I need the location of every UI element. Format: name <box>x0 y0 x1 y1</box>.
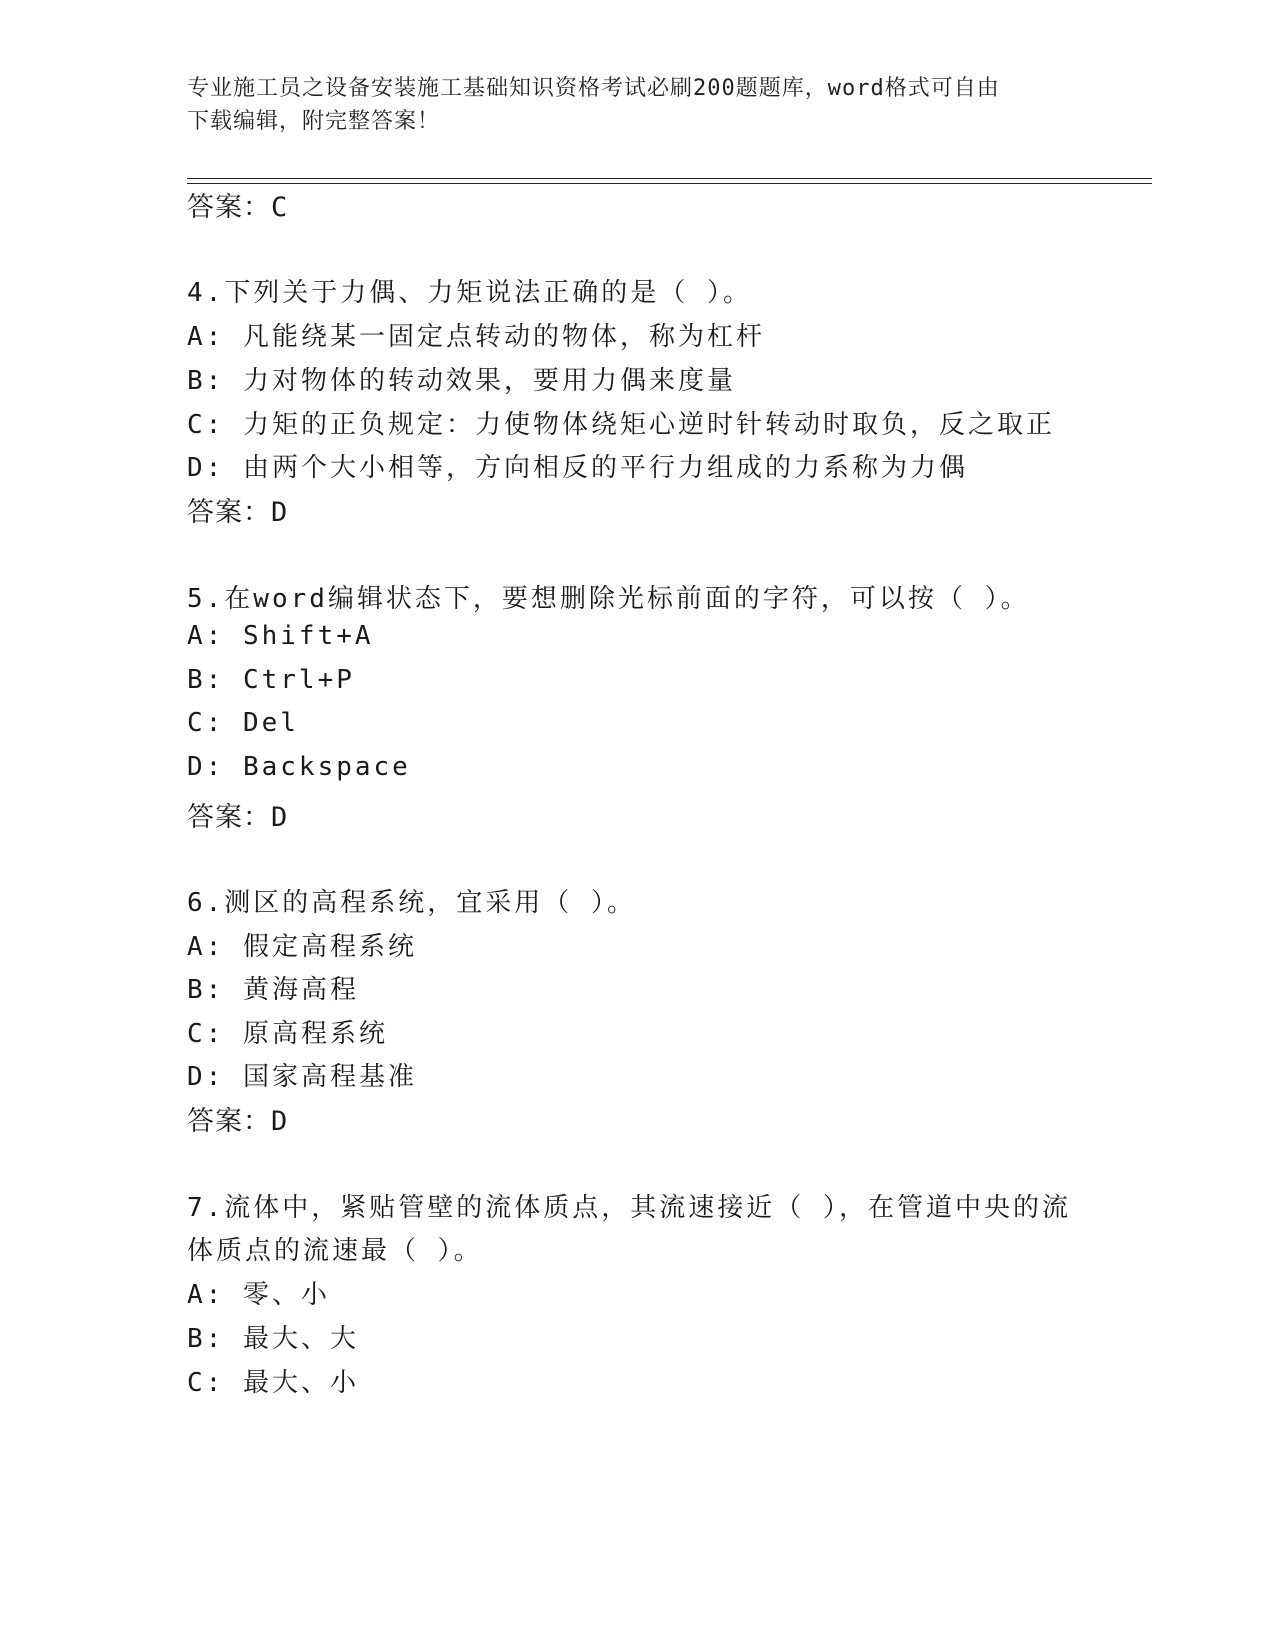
question-stem: 6.测区的高程系统，宜采用（ ）。 <box>187 888 636 918</box>
question-stem-line-2: 体质点的流速最（ ）。 <box>187 1236 483 1266</box>
option-d: D: 由两个大小相等，方向相反的平行力组成的力系称为力偶 <box>187 453 968 483</box>
header-line-1: 专业施工员之设备安装施工基础知识资格考试必刷200题题库，word格式可自由 <box>187 76 1000 101</box>
option-a: A: Shift+A <box>187 621 374 651</box>
page-header <box>187 72 1067 138</box>
option-b: B: 最大、大 <box>187 1324 359 1354</box>
option-a: A: 凡能绕某一固定点转动的物体，称为杠杆 <box>187 322 765 352</box>
answer-value: D <box>271 497 289 528</box>
header-rule-top <box>187 178 1152 179</box>
option-d: D: 国家高程基准 <box>187 1062 417 1092</box>
answer-line <box>187 795 288 834</box>
answer-line <box>187 185 288 224</box>
question-stem-line-1: 7.流体中，紧贴管壁的流体质点，其流速接近（ ），在管道中央的流 <box>187 1193 1071 1223</box>
option-c: C: 力矩的正负规定：力使物体绕矩心逆时针转动时取负，反之取正 <box>187 410 1055 440</box>
answer-value: C <box>271 192 289 223</box>
answer-line <box>187 490 288 529</box>
answer-line <box>187 1099 288 1138</box>
option-c: C: 最大、小 <box>187 1368 359 1398</box>
question-stem: 5.在word编辑状态下，要想删除光标前面的字符，可以按（ ）。 <box>187 584 1030 614</box>
option-a: A: 假定高程系统 <box>187 932 417 962</box>
answer-value: D <box>271 802 289 833</box>
answer-label: 答案： <box>187 497 271 528</box>
option-c: C: Del <box>187 708 299 738</box>
option-b: B: 力对物体的转动效果，要用力偶来度量 <box>187 366 736 396</box>
option-a: A: 零、小 <box>187 1280 330 1310</box>
answer-label: 答案： <box>187 1106 271 1137</box>
answer-label: 答案： <box>187 802 271 833</box>
option-d: D: Backspace <box>187 752 411 782</box>
option-b: B: Ctrl+P <box>187 665 355 695</box>
header-line-2: 下载编辑，附完整答案！ <box>187 109 441 134</box>
answer-value: D <box>271 1106 289 1137</box>
header-rule-bottom <box>187 183 1152 184</box>
option-c: C: 原高程系统 <box>187 1019 388 1049</box>
question-stem: 4.下列关于力偶、力矩说法正确的是（ ）。 <box>187 278 752 308</box>
option-b: B: 黄海高程 <box>187 975 359 1005</box>
answer-label: 答案： <box>187 192 271 223</box>
